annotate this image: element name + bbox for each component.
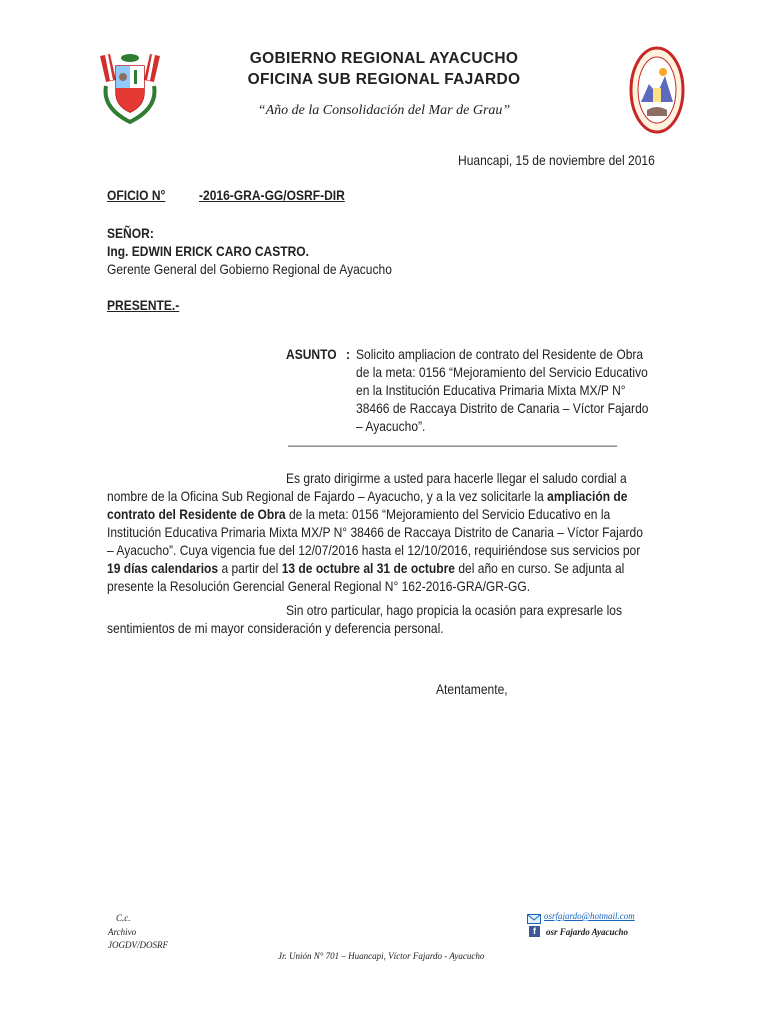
header-office-title: OFICINA SUB REGIONAL FAJARDO xyxy=(247,71,521,88)
footer-initials: JOGDV/DOSRF xyxy=(108,940,168,950)
asunto-text xyxy=(356,346,676,436)
header-motto: “Año de la Consolidación del Mar de Grau” xyxy=(257,103,511,118)
body-line: 19 días calendarios a partir del 13 de octubre al 31 de octubre del año en curso. Se adjunta al xyxy=(107,560,625,576)
facebook-icon: f xyxy=(529,926,540,937)
closing: Atentamente, xyxy=(436,681,508,697)
asunto-separator: ____________________________________________________________ xyxy=(288,433,617,447)
date-line: Huancapi, 15 de noviembre del 2016 xyxy=(458,152,655,168)
header-government-title: GOBIERNO REGIONAL AYACUCHO xyxy=(249,50,519,67)
footer-archivo: Archivo xyxy=(108,927,137,937)
body-line: nombre de la Oficina Sub Regional de Fajardo – Ayacucho, y a la vez solicitarle la ampliación de xyxy=(107,488,628,504)
body-line: presente la Resolución Gerencial General Regional N° 162-2016-GRA/GR-GG. xyxy=(107,578,531,594)
footer-email-link[interactable]: osrfajardo@hotmail.com xyxy=(544,911,635,921)
asunto-line: de la meta: 0156 “Mejoramiento del Servicio Educativo xyxy=(356,364,648,380)
salutation: SEÑOR: xyxy=(107,225,154,241)
body-line: Institución Educativa Primaria Mixta MX/P N° 38466 de Raccaya Distrito de Canaria – Víctor Fajardo xyxy=(107,524,643,540)
body-line: sentimientos de mi mayor consideración y deferencia personal. xyxy=(107,620,444,636)
recipient-position: Gerente General del Gobierno Regional de Ayacucho xyxy=(107,261,392,277)
body-line: contrato del Residente de Obra de la meta: 0156 “Mejoramiento del Servicio Educativo en la xyxy=(107,506,611,522)
asunto-label: ASUNTO xyxy=(286,346,337,362)
email-icon xyxy=(527,911,541,921)
asunto-line: 38466 de Raccaya Distrito de Canaria – Víctor Fajardo xyxy=(356,400,649,416)
presente-label: PRESENTE.- xyxy=(107,297,180,313)
body-line: Sin otro particular, hago propicia la ocasión para expresarle los xyxy=(286,602,622,618)
oficio-number: -2016-GRA-GG/OSRF-DIR xyxy=(199,187,345,203)
asunto-colon: : xyxy=(346,346,351,362)
body-line: Es grato dirigirme a usted para hacerle llegar el saludo cordial a xyxy=(286,470,627,486)
asunto-line: – Ayacucho”. xyxy=(356,418,426,434)
footer-address: Jr. Unión N° 701 – Huancapi, Víctor Fajardo - Ayacucho xyxy=(278,951,485,961)
recipient-name: Ing. EDWIN ERICK CARO CASTRO. xyxy=(107,243,310,259)
oficio-label: OFICIO N° xyxy=(107,187,166,203)
ayacucho-regional-seal-logo xyxy=(629,46,685,134)
peru-coat-of-arms-logo xyxy=(96,46,164,124)
asunto-line: en la Institución Educativa Primaria Mixta MX/P N° xyxy=(356,382,626,398)
footer-cc: C.c. xyxy=(116,913,131,923)
body-line: – Ayacucho”. Cuya vigencia fue del 12/07/2016 hasta el 12/10/2016, requiriéndose sus servicios por xyxy=(107,542,641,558)
footer-facebook: osr Fajardo Ayacucho xyxy=(546,927,629,937)
asunto-line: Solicito ampliacion de contrato del Residente de Obra xyxy=(356,346,644,362)
